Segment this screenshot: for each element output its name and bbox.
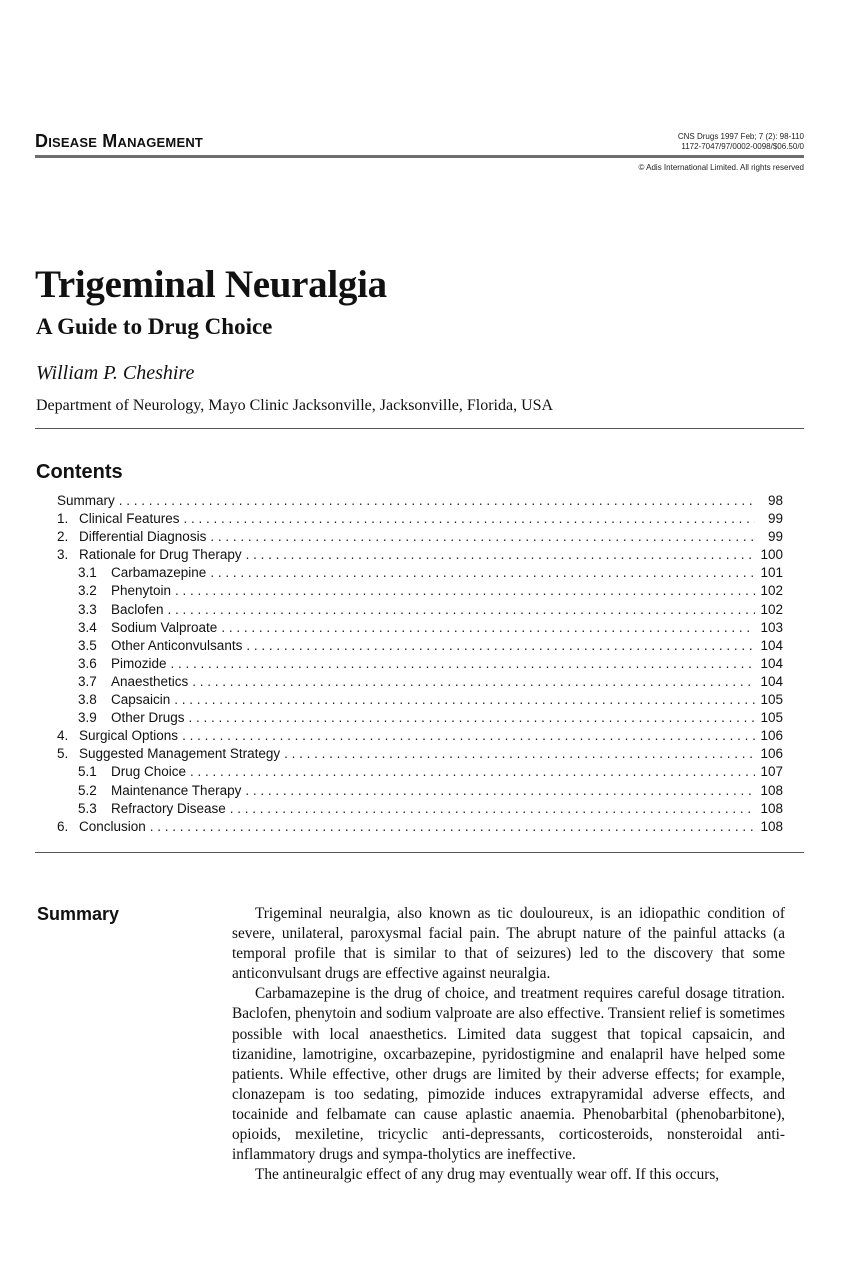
toc-entry-number: 6.: [57, 818, 69, 834]
summary-paragraph: The antineuralgic effect of any drug may eventually wear off. If this occurs,: [255, 1166, 720, 1184]
toc-entry[interactable]: [57, 493, 783, 511]
toc-entry[interactable]: [57, 529, 783, 547]
toc-entry[interactable]: [57, 565, 783, 583]
toc-leader-dots: [246, 638, 755, 653]
toc-entry-label: Other Anticonvulsants: [111, 637, 243, 653]
toc-leader-dots: [171, 656, 755, 671]
toc-entry-number: 5.: [57, 746, 69, 762]
toc-entry[interactable]: [57, 547, 783, 565]
summary-paragraph: Carbamazepine is the drug of choice, and treatment requires careful dosage titration. Baclofen, phenytoin and sodium valproate are also effective. Transient relief is sometimes possible with local anaesthetics. Limited data suggest that topical capsaicin, and tizanidine, lamotrigine, oxcarbazepine, pyridostigmine and enalapril have helped some patients. While effective, other drugs are limited by their adverse effects; for example, clonazepam is too sedating, pimozide induces extrapyramidal adverse effects, and tocainide and felbamate can cause aplastic anaemia. Phenobarbital (phenobarbitone), opioids, mexiletine, tricyclic anti-depressants, corticosteroids, nonsteroidal anti-inflammatory drugs and sympa-tholytics are ineffective.: [232, 985, 785, 1164]
toc-entry-number: 4.: [57, 728, 69, 744]
toc-entry-label: Phenytoin: [111, 583, 172, 599]
toc-entry-page: 108: [760, 782, 783, 798]
toc-entry-label: Maintenance Therapy: [111, 782, 242, 798]
divider-rule: [35, 428, 804, 429]
toc-entry-number: 3.2: [78, 583, 97, 599]
author-affiliation: Department of Neurology, Mayo Clinic Jacksonville, Jacksonville, Florida, USA: [36, 397, 554, 414]
toc-entry-page: 106: [760, 728, 783, 744]
toc-entry-label: Other Drugs: [111, 710, 185, 726]
toc-leader-dots: [190, 764, 755, 779]
citation-line-2: 1172-7047/97/0002-0098/$06.50/0: [681, 142, 804, 151]
summary-paragraph: Trigeminal neuralgia, also known as tic douloureux, is an idiopathic condition of severe, unilateral, paroxysmal facial pain. The abrupt nature of the painful attacks (a temporal profile that is similar to that of seizures) led to the discovery that some anticonvulsant drugs are effective against neuralgia.: [232, 905, 785, 983]
toc-leader-dots: [184, 511, 755, 526]
toc-entry-page: 100: [760, 547, 783, 563]
journal-citation: [678, 132, 804, 152]
toc-leader-dots: [192, 674, 755, 689]
summary-heading: Summary: [37, 904, 120, 924]
toc-entry[interactable]: [57, 692, 783, 710]
toc-entry-page: 108: [760, 800, 783, 816]
toc-entry-number: 3.4: [78, 619, 97, 635]
toc-leader-dots: [221, 620, 755, 635]
toc-entry-label: Summary: [57, 493, 115, 508]
toc-entry-page: 107: [760, 764, 783, 780]
toc-entry[interactable]: [57, 746, 783, 764]
toc-entry-label: Pimozide: [111, 655, 167, 671]
table-of-contents: [57, 493, 783, 837]
toc-leader-dots: [182, 728, 755, 743]
toc-entry-label: Drug Choice: [111, 764, 187, 780]
toc-entry-number: 3.1: [78, 565, 97, 581]
toc-entry-page: 99: [767, 511, 783, 527]
toc-entry[interactable]: [57, 674, 783, 692]
toc-entry-number: 3.5: [78, 637, 97, 653]
toc-leader-dots: [174, 692, 755, 707]
toc-leader-dots: [175, 583, 755, 598]
contents-heading: Contents: [36, 461, 123, 483]
toc-entry-number: 5.3: [78, 800, 97, 816]
toc-entry-page: 105: [760, 710, 783, 726]
toc-entry[interactable]: [57, 819, 783, 837]
toc-entry[interactable]: [57, 583, 783, 601]
toc-leader-dots: [168, 602, 755, 617]
toc-entry[interactable]: [57, 638, 783, 656]
toc-entry-page: 108: [760, 818, 783, 834]
toc-entry-page: 104: [760, 673, 783, 689]
toc-entry-number: 5.1: [78, 764, 97, 780]
toc-entry-page: 104: [760, 655, 783, 671]
toc-entry-label: Differential Diagnosis: [79, 529, 207, 545]
toc-entry-page: 102: [760, 601, 783, 617]
toc-leader-dots: [210, 529, 755, 544]
toc-entry-label: Surgical Options: [79, 728, 179, 744]
toc-leader-dots: [245, 783, 755, 798]
toc-entry[interactable]: [57, 602, 783, 620]
toc-entry-page: 101: [760, 565, 783, 581]
header-rule: [35, 155, 804, 158]
toc-leader-dots: [230, 801, 755, 816]
article-subtitle: A Guide to Drug Choice: [36, 314, 273, 339]
toc-entry-label: Clinical Features: [79, 511, 180, 527]
toc-entry[interactable]: [57, 801, 783, 819]
toc-entry-page: 104: [760, 637, 783, 653]
toc-leader-dots: [210, 565, 755, 580]
toc-entry-label: Anaesthetics: [111, 673, 189, 689]
toc-entry[interactable]: [57, 620, 783, 638]
toc-entry-label: Rationale for Drug Therapy: [79, 547, 242, 563]
article-title: Trigeminal Neuralgia: [35, 263, 387, 306]
toc-entry-page: 106: [760, 746, 783, 762]
toc-entry-page: 103: [760, 619, 783, 635]
toc-entry-label: Refractory Disease: [111, 800, 226, 816]
toc-entry[interactable]: [57, 710, 783, 728]
toc-entry-label: Conclusion: [79, 818, 146, 834]
section-label: [35, 131, 203, 152]
toc-entry[interactable]: [57, 656, 783, 674]
toc-entry-label: Carbamazepine: [111, 565, 207, 581]
toc-leader-dots: [189, 710, 755, 725]
toc-entry-number: 3.6: [78, 655, 97, 671]
toc-entry-page: 99: [767, 529, 783, 545]
summary-body: [232, 904, 785, 1185]
toc-entry-number: 1.: [57, 511, 69, 527]
toc-entry-number: 3.3: [78, 601, 97, 617]
toc-entry-number: 3.: [57, 547, 69, 563]
author-name: William P. Cheshire: [36, 362, 195, 384]
divider-rule: [35, 852, 804, 853]
toc-entry[interactable]: [57, 511, 783, 529]
toc-entry-number: 3.7: [78, 673, 97, 689]
toc-leader-dots: [150, 819, 755, 834]
toc-entry[interactable]: [57, 783, 783, 801]
toc-entry-label: Capsaicin: [111, 692, 171, 708]
toc-entry-label: Suggested Management Strategy: [79, 746, 281, 762]
toc-leader-dots: [284, 746, 755, 761]
toc-leader-dots: [119, 493, 755, 508]
toc-entry-number: 2.: [57, 529, 69, 545]
section-label-text: Disease Management: [35, 131, 204, 151]
toc-entry-label: Sodium Valproate: [111, 619, 218, 635]
copyright-notice: © Adis International Limited. All rights reserved: [638, 163, 804, 172]
toc-entry-page: 98: [767, 493, 783, 508]
toc-entry-number: 5.2: [78, 782, 97, 798]
toc-entry-number: 3.8: [78, 692, 97, 708]
toc-entry[interactable]: [57, 728, 783, 746]
toc-entry-page: 105: [760, 692, 783, 708]
toc-entry-number: 3.9: [78, 710, 97, 726]
toc-entry-page: 102: [760, 583, 783, 599]
toc-leader-dots: [246, 547, 755, 562]
toc-entry-label: Baclofen: [111, 601, 164, 617]
citation-line-1: CNS Drugs 1997 Feb; 7 (2): 98-110: [677, 132, 804, 141]
toc-entry[interactable]: [57, 764, 783, 782]
